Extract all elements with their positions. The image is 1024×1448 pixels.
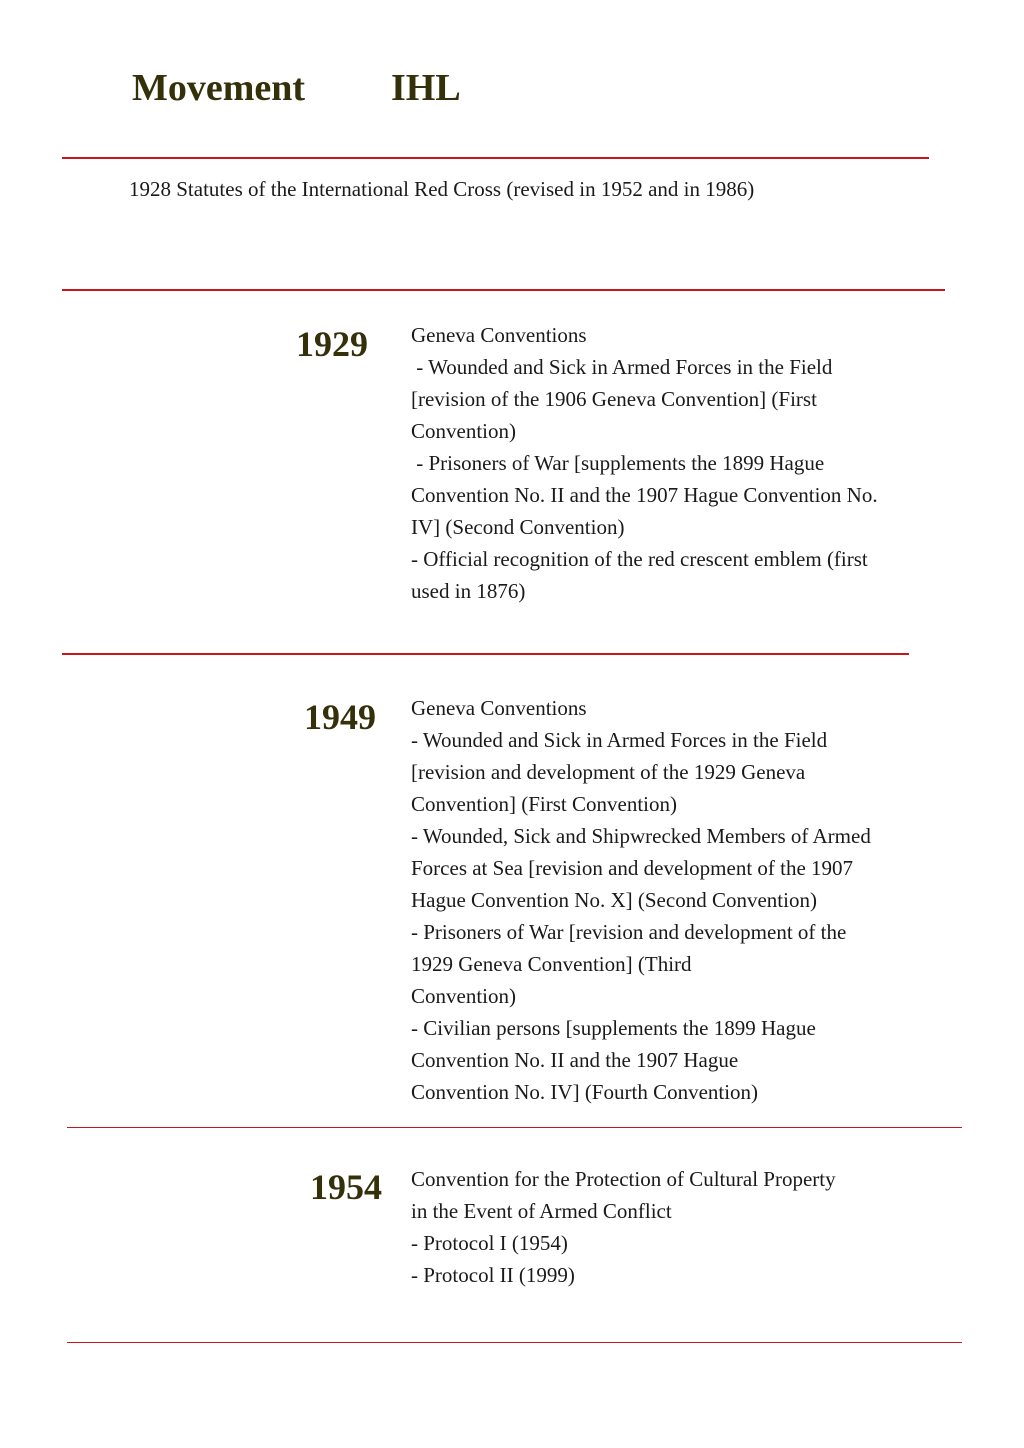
entry-line: - Official recognition of the red crescent emblem (first bbox=[411, 547, 868, 571]
entry-line: [revision and development of the 1929 Geneva bbox=[411, 760, 806, 784]
entry-line: Convention) bbox=[411, 984, 516, 1008]
year-label-1929: 1929 bbox=[296, 324, 368, 364]
divider bbox=[67, 1127, 962, 1128]
entry-line: Forces at Sea [revision and development of the 1907 bbox=[411, 856, 854, 880]
entry-line: in the Event of Armed Conflict bbox=[411, 1199, 672, 1223]
year-label-1949: 1949 bbox=[304, 697, 376, 737]
entry-line: Convention for the Protection of Cultural Property bbox=[411, 1167, 836, 1191]
entry-line: 1929 Geneva Convention] (Third bbox=[411, 952, 692, 976]
entry-line: Convention] (First Convention) bbox=[411, 792, 677, 816]
entry-line: - Prisoners of War [revision and development of the bbox=[411, 920, 847, 944]
divider bbox=[62, 289, 945, 291]
entry-line: - Protocol II (1999) bbox=[411, 1263, 575, 1287]
year-label-1954: 1954 bbox=[310, 1167, 382, 1207]
entry-line: - Wounded, Sick and Shipwrecked Members of Armed bbox=[411, 824, 871, 848]
entry-line: Convention No. IV] (Fourth Convention) bbox=[411, 1080, 759, 1104]
entry-line: Geneva Conventions bbox=[411, 323, 587, 347]
entry-line: - Prisoners of War [supplements the 1899 Hague bbox=[411, 451, 825, 475]
entry-text-1949 bbox=[411, 692, 956, 1108]
movement-heading: Movement bbox=[132, 67, 306, 109]
entry-line: Geneva Conventions bbox=[411, 696, 587, 720]
entry-line: Hague Convention No. X] (Second Convention) bbox=[411, 888, 817, 912]
entry-line: - Wounded and Sick in Armed Forces in the Field bbox=[411, 728, 828, 752]
entry-line: Convention No. II and the 1907 Hague bbox=[411, 1048, 739, 1072]
statute-text: 1928 Statutes of the International Red Cross (revised in 1952 and in 1986) bbox=[129, 177, 755, 201]
entry-line: [revision of the 1906 Geneva Convention] (First bbox=[411, 387, 817, 411]
entry-line: - Protocol I (1954) bbox=[411, 1231, 568, 1255]
divider bbox=[67, 1342, 962, 1343]
entry-line: IV] (Second Convention) bbox=[411, 515, 625, 539]
entry-line: Convention) bbox=[411, 419, 516, 443]
entry-line: - Wounded and Sick in Armed Forces in the Field bbox=[411, 355, 833, 379]
entry-text-1954 bbox=[411, 1163, 956, 1291]
divider bbox=[62, 653, 909, 655]
entry-text-1929 bbox=[411, 319, 956, 607]
entry-line: - Civilian persons [supplements the 1899 Hague bbox=[411, 1016, 816, 1040]
entry-line: used in 1876) bbox=[411, 579, 526, 603]
ihl-heading: IHL bbox=[391, 67, 461, 109]
divider bbox=[62, 157, 929, 159]
entry-line: Convention No. II and the 1907 Hague Convention No. bbox=[411, 483, 878, 507]
